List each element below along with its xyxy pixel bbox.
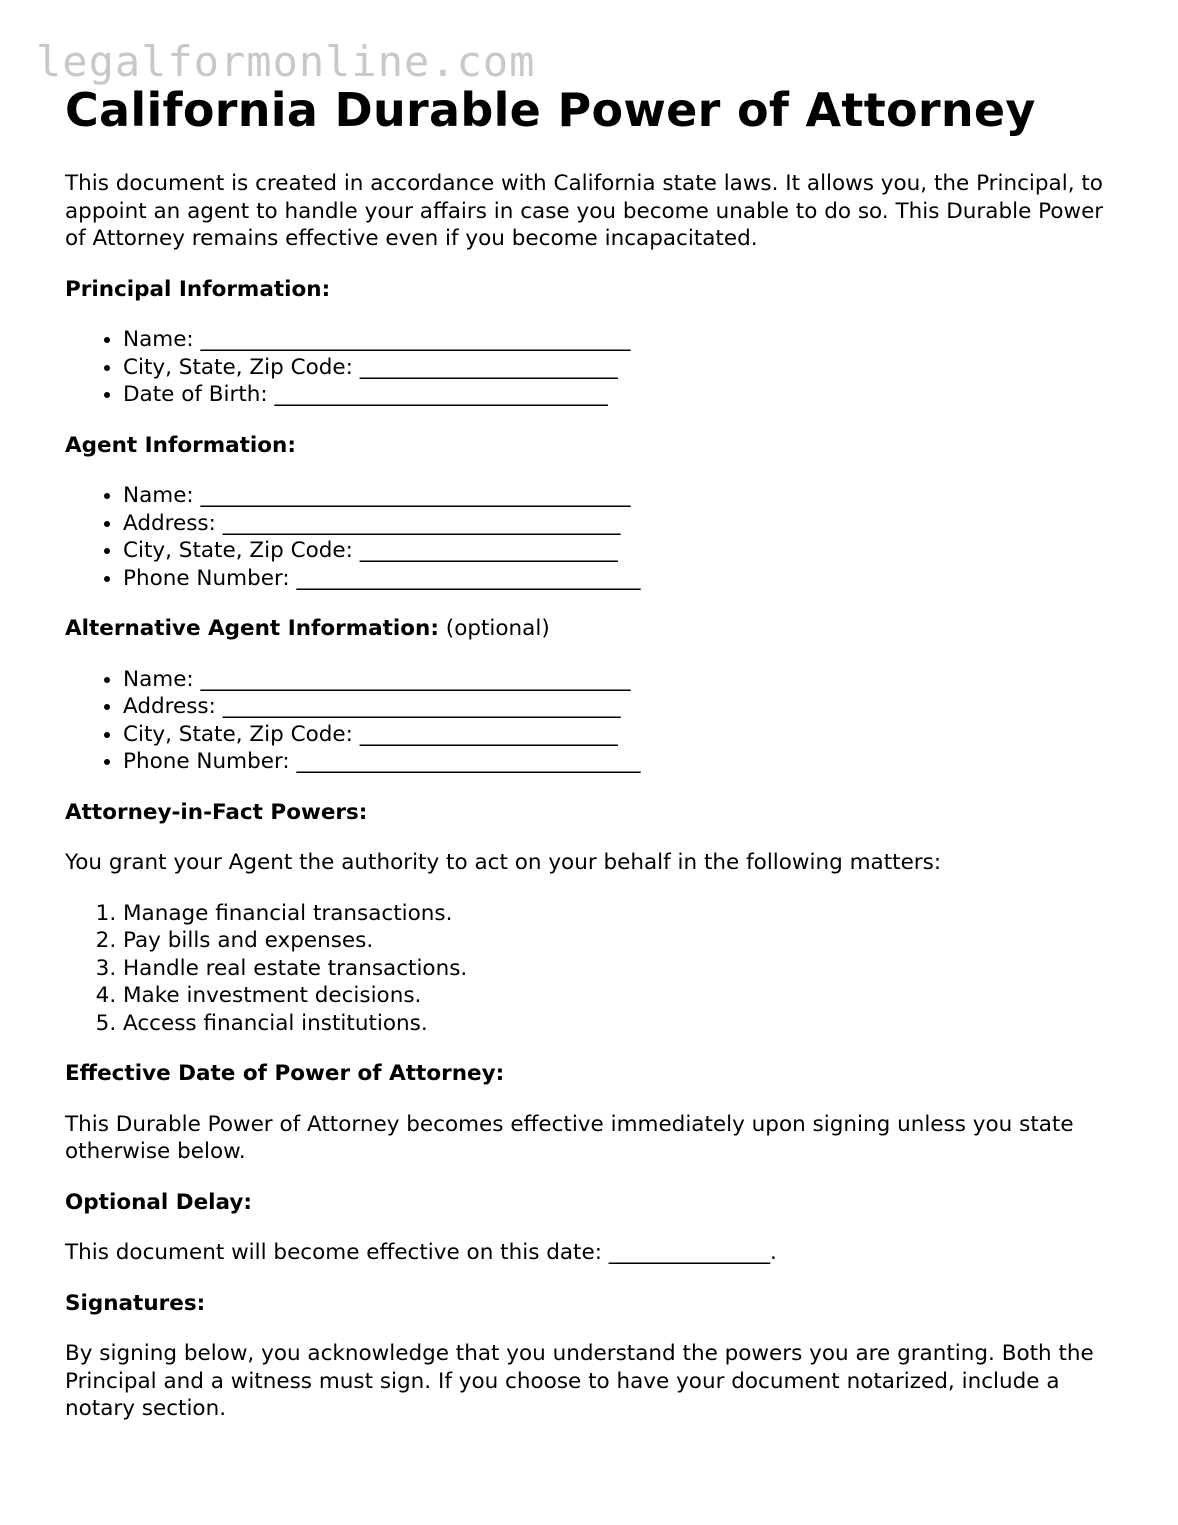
intro-paragraph: This document is created in accordance with California state laws. It allows you, the Principal, to appoint an agent to handle your affairs in case you become unable to do so. This Durable Power of Attorney remains effective even if you become incapacitated. bbox=[65, 171, 1104, 251]
alternative-agent-city-field: • City, State, Zip Code: ________________________ bbox=[123, 721, 1125, 749]
principal-name-field: • Name: ________________________________________ bbox=[123, 326, 1125, 354]
powers-intro: You grant your Agent the authority to act on your behalf in the following matters: bbox=[65, 850, 942, 875]
alternative-agent-fields bbox=[65, 666, 1125, 776]
principal-fields bbox=[65, 326, 1125, 409]
alternative-agent-heading bbox=[65, 615, 1125, 643]
agent-heading: Agent Information: bbox=[65, 432, 296, 458]
alternative-agent-name-field: • Name: ________________________________________ bbox=[123, 666, 1125, 694]
alternative-agent-phone-field: • Phone Number: ________________________________ bbox=[123, 748, 1125, 776]
effective-date-text: This Durable Power of Attorney becomes effective immediately upon signing unless you state otherwise below. bbox=[65, 1111, 1074, 1164]
power-item: 5. Access financial institutions. bbox=[123, 1010, 1125, 1038]
principal-city-field: • City, State, Zip Code: ________________________ bbox=[123, 354, 1125, 382]
watermark: legalformonline.com bbox=[36, 37, 536, 86]
agent-address-field: • Address: _____________________________________ bbox=[123, 510, 1125, 538]
optional-note: (optional) bbox=[438, 616, 550, 641]
power-item: 2. Pay bills and expenses. bbox=[123, 927, 1125, 955]
agent-name-field: • Name: ________________________________________ bbox=[123, 482, 1125, 510]
principal-dob-field: • Date of Birth: _______________________________ bbox=[123, 381, 1125, 409]
alternative-agent-heading-text: Alternative Agent Information: bbox=[65, 616, 439, 641]
powers-list bbox=[65, 900, 1125, 1038]
power-item: 1. Manage financial transactions. bbox=[123, 900, 1125, 928]
principal-heading: Principal Information: bbox=[65, 276, 331, 302]
document-title: California Durable Power of Attorney bbox=[65, 83, 1036, 137]
signatures-heading: Signatures: bbox=[65, 1290, 206, 1316]
signatures-text: By signing below, you acknowledge that you understand the powers you are granting. Both the Principal and a witness must sign. If you choose to have your document notarized, include a notary section. bbox=[65, 1341, 1094, 1421]
agent-fields bbox=[65, 482, 1125, 592]
optional-delay-text: This document will become effective on this date: _______________. bbox=[65, 1240, 777, 1265]
agent-phone-field: • Phone Number: ________________________________ bbox=[123, 565, 1125, 593]
power-item: 3. Handle real estate transactions. bbox=[123, 955, 1125, 983]
document-page bbox=[65, 82, 1125, 1423]
alternative-agent-address-field: • Address: _____________________________________ bbox=[123, 693, 1125, 721]
effective-date-heading: Effective Date of Power of Attorney: bbox=[65, 1061, 505, 1086]
powers-heading: Attorney-in-Fact Powers: bbox=[65, 799, 368, 825]
agent-city-field: • City, State, Zip Code: ________________________ bbox=[123, 537, 1125, 565]
power-item: 4. Make investment decisions. bbox=[123, 982, 1125, 1010]
optional-delay-heading: Optional Delay: bbox=[65, 1189, 253, 1215]
